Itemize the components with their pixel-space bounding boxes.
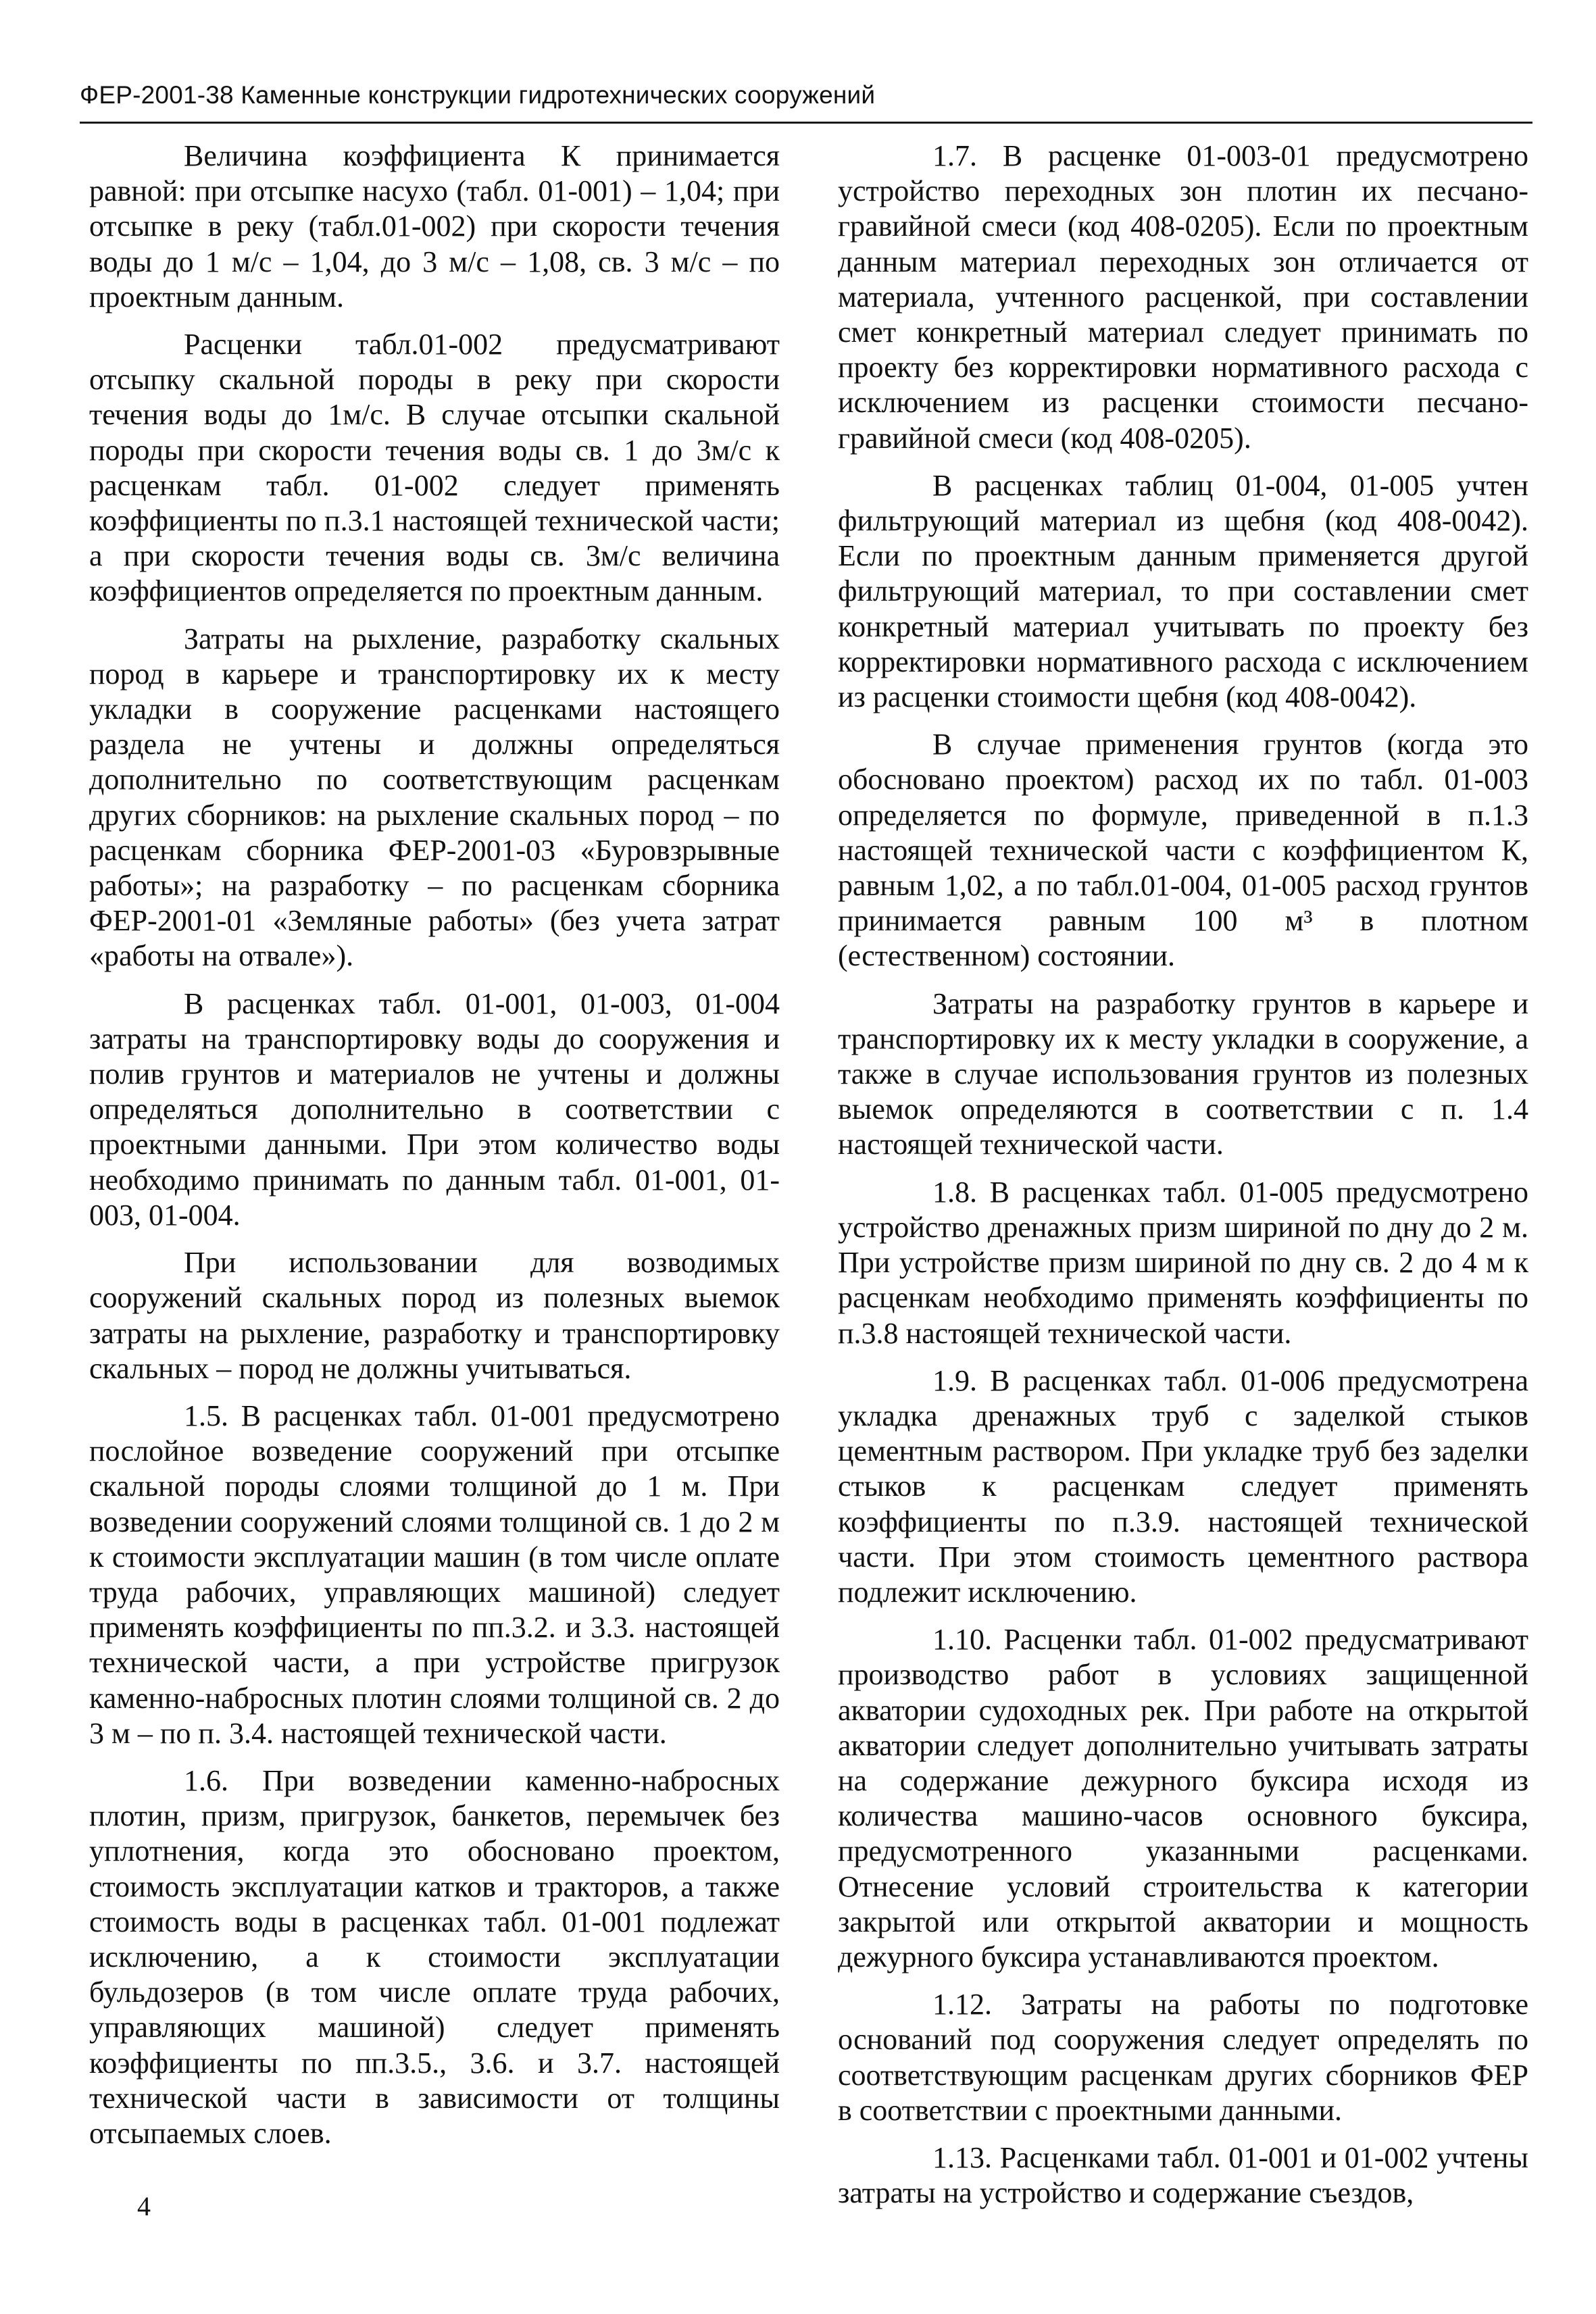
paragraph: 1.7. В расценке 01-003-01 предусмотрено устройство переходных зон плотин их песчано-гравийной смеси (код 408-0205). Если по проектным данным материал переходных зон отличается от материала, учтенного расценкой, при составлении смет конкретный материал следует принимать по проекту без корректировки нормативного расхода с исключением из расценки стоимости песчано-гравийной смеси (код 408-0205). xyxy=(838,139,1528,455)
paragraph: 1.6. При возведении каменно-набросных плотин, призм, пригрузок, банкетов, перемычек без уплотнения, когда это обосновано проектом, стоимость эксплуатации катков и тракторов, а также стоимость воды в расценках табл. 01-001 подлежат исключению, а к стоимости эксплуатации бульдозеров (в том числе оплате труда рабочих, управляющих машиной) следует применять коэффициенты по пп.3.5., 3.6. и 3.7. настоящей технической части в зависимости от толщины отсыпаемых слоев. xyxy=(89,1763,780,2150)
paragraph: Расценки табл.01-002 предусматривают отсыпку скальной породы в реку при скорости течения воды до 1м/с. В случае отсыпки скальной породы при скорости течения воды св. 1 до 3м/с к расценкам табл. 01-002 следует применять коэффициенты по п.3.1 настоящей технической части; а при скорости течения воды св. 3м/с величина коэффициентов определяется по проектным данным. xyxy=(89,328,780,608)
left-column xyxy=(89,139,780,2163)
paragraph: Затраты на рыхление, разработку скальных пород в карьере и транспортировку их к месту укладки в сооружение расценками настоящего раздела не учтены и должны определяться дополнительно по соответствующим расценкам других сборников: на рыхление скальных пород – по расценкам сборника ФЕР-2001-03 «Буровзрывные работы»; на разработку – по расценкам сборника ФЕР-2001-01 «Земляные работы» (без учета затрат «работы на отвале»). xyxy=(89,622,780,973)
paragraph: 1.5. В расценках табл. 01-001 предусмотрено послойное возведение сооружений при отсыпке скальной породы слоями толщиной до 1 м. При возведении сооружений слоями толщиной св. 1 до 2 м к стоимости эксплуатации машин (в том числе оплате труда рабочих, управляющих машиной) следует применять коэффициенты по пп.3.2. и 3.3. настоящей технической части, а при устройстве пригрузок каменно-набросных плотин слоями толщиной св. 2 до 3 м – по п. 3.4. настоящей технической части. xyxy=(89,1399,780,1750)
paragraph: При использовании для возводимых сооружений скальных пород из полезных выемок затраты на рыхление, разработку и транспортировку скальных – пород не должны учитываться. xyxy=(89,1246,780,1385)
paragraph: В случае применения грунтов (когда это обосновано проектом) расход их по табл. 01-003 определяется по формуле, приведенной в п.1.3 настоящей технической части с коэффициентом К, равным 1,02, а по табл.01-004, 01-005 расход грунтов принимается равным 100 м³ в плотном (естественном) состоянии. xyxy=(838,728,1528,973)
paragraph: 1.12. Затраты на работы по подготовке оснований под сооружения следует определять по соответствующим расценкам других сборников ФЕР в соответствии с проектными данными. xyxy=(838,1988,1528,2127)
paragraph: Величина коэффициента К принимается равной: при отсыпке насухо (табл. 01-001) – 1,04; при отсыпке в реку (табл.01-002) при скорости течения воды до 1 м/с – 1,04, до 3 м/с – 1,08, св. 3 м/с – по проектным данным. xyxy=(89,139,780,313)
page-number: 4 xyxy=(137,2191,151,2221)
header-rule xyxy=(80,122,1532,124)
paragraph: В расценках табл. 01-001, 01-003, 01-004 затраты на транспортировку воды до сооружения и полив грунтов и материалов не учтены и должны определяться дополнительно в соответствии с проектными данными. При этом количество воды необходимо принимать по данным табл. 01-001, 01-003, 01-004. xyxy=(89,986,780,1232)
paragraph: Затраты на разработку грунтов в карьере и транспортировку их к месту укладки в сооружение, а также в случае использования грунтов из полезных выемок определяются в соответствии с п. 1.4 настоящей технической части. xyxy=(838,986,1528,1161)
paragraph: 1.13. Расценками табл. 01-001 и 01-002 учтены затраты на устройство и содержание съездов, xyxy=(838,2140,1528,2210)
paragraph: В расценках таблиц 01-004, 01-005 учтен фильтрующий материал из щебня (код 408-0042). Если по проектным данным применяется другой фильтрующий материал, то при составлении смет конкретный материал учитывать по проекту без корректировки нормативного расхода с исключением из расценки стоимости щебня (код 408-0042). xyxy=(838,468,1528,714)
running-header: ФЕР-2001-38 Каменные конструкции гидротехнических сооружений xyxy=(80,81,876,109)
paragraph: 1.10. Расценки табл. 01-002 предусматривают производство работ в условиях защищенной акватории судоходных рек. При работе на открытой акватории следует дополнительно учитывать затраты на содержание дежурного буксира исходя из количества машино-часов основного буксира, предусмотренного указанными расценками. Отнесение условий строительства к категории закрытой или открытой акватории и мощность дежурного буксира устанавливаются проектом. xyxy=(838,1623,1528,1973)
paragraph: 1.9. В расценках табл. 01-006 предусмотрена укладка дренажных труб с заделкой стыков цементным раствором. При укладке труб без заделки стыков к расценкам следует применять коэффициенты по п.3.9. настоящей технической части. При этом стоимость цементного раствора подлежит исключению. xyxy=(838,1363,1528,1609)
right-column xyxy=(838,139,1528,2223)
paragraph: 1.8. В расценках табл. 01-005 предусмотрено устройство дренажных призм шириной по дну до 2 м. При устройстве призм шириной по дну св. 2 до 4 м к расценкам необходимо применять коэффициенты по п.3.8 настоящей технической части. xyxy=(838,1175,1528,1350)
